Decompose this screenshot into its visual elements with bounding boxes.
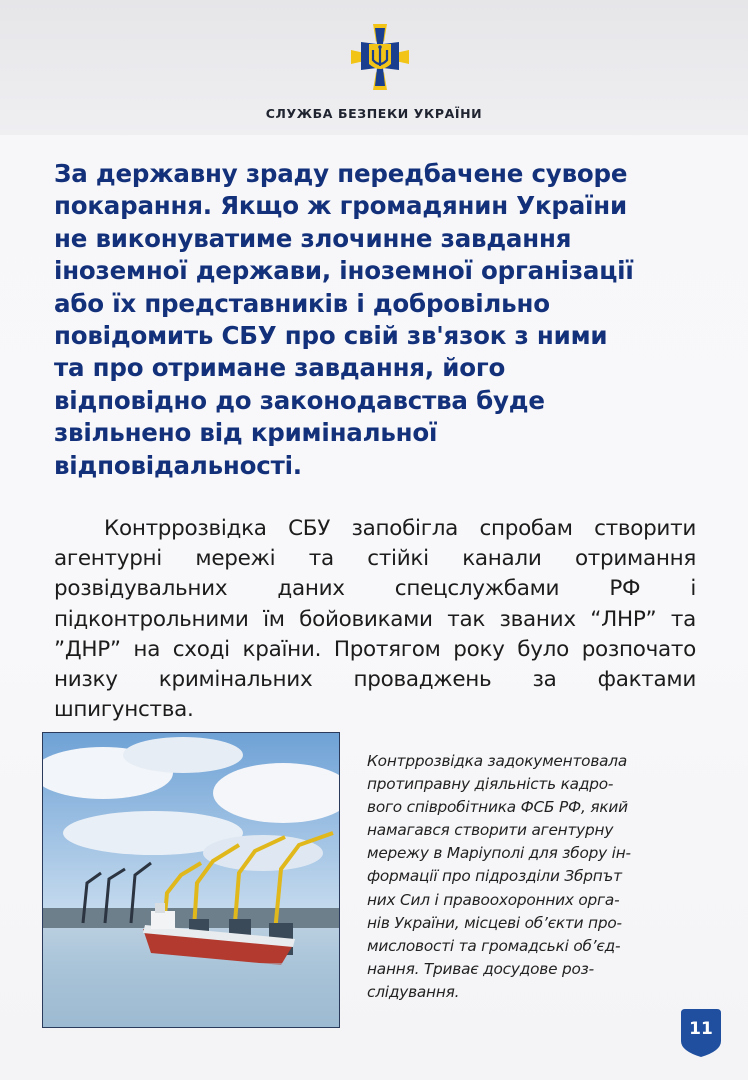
organization-name: СЛУЖБА БЕЗПЕКИ УКРАЇНИ <box>265 106 483 121</box>
page-number: 11 <box>689 1019 713 1039</box>
port-cranes-ship-photo <box>42 732 340 1028</box>
page-header <box>0 0 748 135</box>
body-paragraph: Контррозвідка СБУ запобігла спробам створити агентурні мережі та стійкі канали отримання розвідувальних даних спецслужбами РФ і підконтрольними їм бойовиками так званих “ЛНР” та ”ДНР” на сході країни. Протягом року було розпочато низку кримінальних проваджень за фактами шпигунства. <box>54 516 696 723</box>
sbu-emblem-icon <box>349 22 411 92</box>
photo-caption: Контррозвідка задокументовала протиправну діяльність кадро- вого співробітника ФСБ РФ, який намагався створити агентурну мережу в Маріуполі для збору ін- формації про підрозділи Збрпът них Сил і правоохоронних орга- нів України, місцеві об’єкти про- мисловості та громадські об’єд- нання. Триває досудове роз- слідування. <box>367 752 631 1001</box>
headline-statement: За державну зраду передбачене суворе покарання. Якщо ж громадянин України не виконуватиме злочинне завдання іноземної держави, іноземної організації або їх представників і добровільно повідомить СБУ про свій зв'язок з ними та про отримане завдання, його відповідно до законодавства буде звільнено від кримінальної відповідальності. <box>54 159 634 480</box>
